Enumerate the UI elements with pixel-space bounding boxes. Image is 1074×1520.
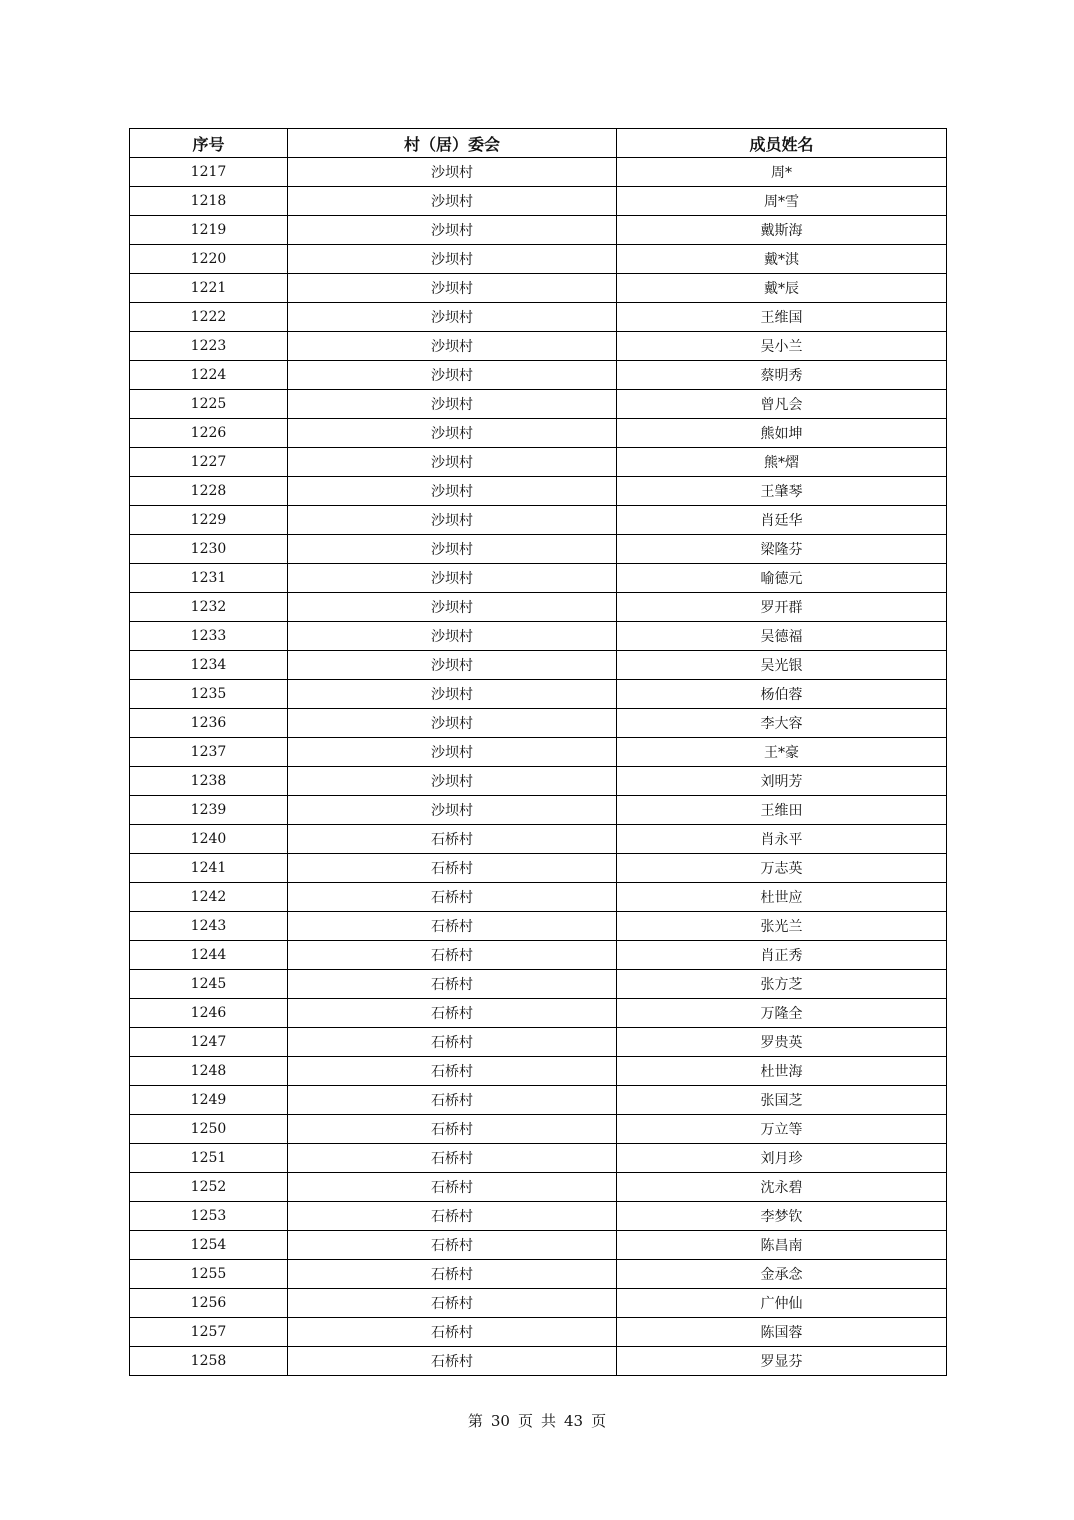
cell-village-committee: 沙坝村 <box>288 622 617 651</box>
table-row <box>130 680 947 709</box>
table-header <box>130 129 947 158</box>
table-row <box>130 912 947 941</box>
cell-village-committee: 石桥村 <box>288 999 617 1028</box>
table-row <box>130 564 947 593</box>
cell-village-committee: 沙坝村 <box>288 680 617 709</box>
cell-member-name: 张方芝 <box>617 970 947 999</box>
cell-serial-number: 1258 <box>130 1347 288 1376</box>
cell-member-name: 戴*辰 <box>617 274 947 303</box>
cell-member-name: 陈昌南 <box>617 1231 947 1260</box>
cell-member-name: 李大容 <box>617 709 947 738</box>
cell-member-name: 万志英 <box>617 854 947 883</box>
cell-member-name: 张光兰 <box>617 912 947 941</box>
table-row <box>130 535 947 564</box>
cell-member-name: 吴光银 <box>617 651 947 680</box>
table-row <box>130 1202 947 1231</box>
table-row <box>130 970 947 999</box>
table-row <box>130 767 947 796</box>
cell-village-committee: 沙坝村 <box>288 564 617 593</box>
cell-serial-number: 1234 <box>130 651 288 680</box>
table-row <box>130 390 947 419</box>
cell-serial-number: 1253 <box>130 1202 288 1231</box>
cell-serial-number: 1223 <box>130 332 288 361</box>
cell-serial-number: 1249 <box>130 1086 288 1115</box>
cell-serial-number: 1250 <box>130 1115 288 1144</box>
footer-total-word: 共 <box>541 1412 557 1430</box>
cell-village-committee: 石桥村 <box>288 1144 617 1173</box>
cell-village-committee: 沙坝村 <box>288 187 617 216</box>
table-row <box>130 1028 947 1057</box>
cell-serial-number: 1245 <box>130 970 288 999</box>
cell-member-name: 周*雪 <box>617 187 947 216</box>
cell-serial-number: 1241 <box>130 854 288 883</box>
cell-village-committee: 沙坝村 <box>288 477 617 506</box>
cell-village-committee: 石桥村 <box>288 1115 617 1144</box>
header-row <box>130 129 947 158</box>
table-row <box>130 216 947 245</box>
table-row <box>130 738 947 767</box>
cell-village-committee: 石桥村 <box>288 1231 617 1260</box>
cell-member-name: 蔡明秀 <box>617 361 947 390</box>
cell-serial-number: 1227 <box>130 448 288 477</box>
cell-member-name: 万隆全 <box>617 999 947 1028</box>
cell-member-name: 王维田 <box>617 796 947 825</box>
cell-village-committee: 石桥村 <box>288 1289 617 1318</box>
table-row <box>130 651 947 680</box>
cell-serial-number: 1235 <box>130 680 288 709</box>
cell-village-committee: 沙坝村 <box>288 593 617 622</box>
cell-serial-number: 1217 <box>130 158 288 187</box>
cell-serial-number: 1254 <box>130 1231 288 1260</box>
table-row <box>130 1115 947 1144</box>
cell-member-name: 沈永碧 <box>617 1173 947 1202</box>
cell-serial-number: 1251 <box>130 1144 288 1173</box>
cell-member-name: 吴小兰 <box>617 332 947 361</box>
cell-member-name: 王维国 <box>617 303 947 332</box>
header-village-committee: 村（居）委会 <box>288 129 617 158</box>
cell-member-name: 戴*淇 <box>617 245 947 274</box>
cell-village-committee: 沙坝村 <box>288 506 617 535</box>
footer-current-page: 30 <box>490 1412 510 1430</box>
cell-village-committee: 石桥村 <box>288 970 617 999</box>
cell-member-name: 刘明芳 <box>617 767 947 796</box>
cell-serial-number: 1252 <box>130 1173 288 1202</box>
cell-member-name: 王*豪 <box>617 738 947 767</box>
cell-serial-number: 1238 <box>130 767 288 796</box>
table-row <box>130 883 947 912</box>
cell-village-committee: 石桥村 <box>288 1202 617 1231</box>
cell-member-name: 熊*熠 <box>617 448 947 477</box>
cell-serial-number: 1232 <box>130 593 288 622</box>
table-row <box>130 796 947 825</box>
cell-village-committee: 沙坝村 <box>288 448 617 477</box>
cell-serial-number: 1233 <box>130 622 288 651</box>
cell-village-committee: 沙坝村 <box>288 361 617 390</box>
table-row <box>130 709 947 738</box>
cell-serial-number: 1228 <box>130 477 288 506</box>
table-row <box>130 1173 947 1202</box>
cell-serial-number: 1248 <box>130 1057 288 1086</box>
header-member-name: 成员姓名 <box>617 129 947 158</box>
cell-member-name: 张国芝 <box>617 1086 947 1115</box>
cell-member-name: 杨伯蓉 <box>617 680 947 709</box>
cell-serial-number: 1255 <box>130 1260 288 1289</box>
cell-member-name: 罗开群 <box>617 593 947 622</box>
cell-serial-number: 1236 <box>130 709 288 738</box>
cell-member-name: 刘月珍 <box>617 1144 947 1173</box>
table-row <box>130 158 947 187</box>
footer-prefix: 第 <box>467 1412 483 1430</box>
table-row <box>130 1231 947 1260</box>
cell-village-committee: 沙坝村 <box>288 709 617 738</box>
cell-serial-number: 1256 <box>130 1289 288 1318</box>
cell-serial-number: 1229 <box>130 506 288 535</box>
cell-serial-number: 1224 <box>130 361 288 390</box>
cell-village-committee: 石桥村 <box>288 1347 617 1376</box>
cell-village-committee: 石桥村 <box>288 1173 617 1202</box>
cell-member-name: 王肇琴 <box>617 477 947 506</box>
cell-member-name: 熊如坤 <box>617 419 947 448</box>
table-row <box>130 941 947 970</box>
cell-member-name: 曾凡会 <box>617 390 947 419</box>
cell-member-name: 罗贵英 <box>617 1028 947 1057</box>
cell-village-committee: 沙坝村 <box>288 274 617 303</box>
cell-village-committee: 石桥村 <box>288 825 617 854</box>
cell-serial-number: 1240 <box>130 825 288 854</box>
cell-village-committee: 沙坝村 <box>288 390 617 419</box>
cell-member-name: 肖永平 <box>617 825 947 854</box>
cell-serial-number: 1237 <box>130 738 288 767</box>
table-row <box>130 1144 947 1173</box>
cell-member-name: 吴德福 <box>617 622 947 651</box>
cell-member-name: 罗显芬 <box>617 1347 947 1376</box>
table-row <box>130 593 947 622</box>
table-row <box>130 303 947 332</box>
cell-serial-number: 1231 <box>130 564 288 593</box>
cell-village-committee: 石桥村 <box>288 854 617 883</box>
cell-village-committee: 石桥村 <box>288 941 617 970</box>
cell-village-committee: 石桥村 <box>288 1318 617 1347</box>
footer-suffix: 页 <box>591 1412 607 1430</box>
cell-member-name: 万立等 <box>617 1115 947 1144</box>
cell-serial-number: 1244 <box>130 941 288 970</box>
cell-serial-number: 1221 <box>130 274 288 303</box>
header-serial-number: 序号 <box>130 129 288 158</box>
table-row <box>130 1289 947 1318</box>
cell-member-name: 肖正秀 <box>617 941 947 970</box>
cell-village-committee: 沙坝村 <box>288 216 617 245</box>
cell-member-name: 金承念 <box>617 1260 947 1289</box>
cell-serial-number: 1242 <box>130 883 288 912</box>
table-row <box>130 825 947 854</box>
table-row <box>130 477 947 506</box>
cell-village-committee: 沙坝村 <box>288 303 617 332</box>
cell-serial-number: 1219 <box>130 216 288 245</box>
cell-village-committee: 沙坝村 <box>288 767 617 796</box>
cell-village-committee: 石桥村 <box>288 1086 617 1115</box>
cell-member-name: 肖廷华 <box>617 506 947 535</box>
cell-village-committee: 石桥村 <box>288 912 617 941</box>
footer-total-pages: 43 <box>564 1412 584 1430</box>
table-row <box>130 245 947 274</box>
page-footer <box>0 1410 1074 1431</box>
cell-serial-number: 1218 <box>130 187 288 216</box>
cell-member-name: 梁隆芬 <box>617 535 947 564</box>
cell-village-committee: 沙坝村 <box>288 245 617 274</box>
cell-village-committee: 沙坝村 <box>288 535 617 564</box>
cell-village-committee: 石桥村 <box>288 1028 617 1057</box>
cell-village-committee: 沙坝村 <box>288 158 617 187</box>
cell-serial-number: 1257 <box>130 1318 288 1347</box>
cell-village-committee: 石桥村 <box>288 1057 617 1086</box>
table-row <box>130 419 947 448</box>
cell-serial-number: 1226 <box>130 419 288 448</box>
table-row <box>130 274 947 303</box>
cell-serial-number: 1239 <box>130 796 288 825</box>
table-row <box>130 622 947 651</box>
table-row <box>130 1318 947 1347</box>
cell-village-committee: 沙坝村 <box>288 651 617 680</box>
table-row <box>130 448 947 477</box>
table-row <box>130 1347 947 1376</box>
cell-village-committee: 沙坝村 <box>288 738 617 767</box>
cell-member-name: 周* <box>617 158 947 187</box>
cell-serial-number: 1247 <box>130 1028 288 1057</box>
cell-member-name: 杜世应 <box>617 883 947 912</box>
cell-member-name: 李梦钦 <box>617 1202 947 1231</box>
table-row <box>130 1057 947 1086</box>
table-row <box>130 1086 947 1115</box>
member-table <box>129 128 947 1376</box>
cell-village-committee: 石桥村 <box>288 1260 617 1289</box>
table-row <box>130 332 947 361</box>
cell-serial-number: 1230 <box>130 535 288 564</box>
cell-serial-number: 1243 <box>130 912 288 941</box>
table-row <box>130 187 947 216</box>
table-row <box>130 361 947 390</box>
cell-village-committee: 石桥村 <box>288 883 617 912</box>
table-row <box>130 1260 947 1289</box>
cell-member-name: 戴斯海 <box>617 216 947 245</box>
cell-village-committee: 沙坝村 <box>288 419 617 448</box>
table-row <box>130 999 947 1028</box>
table-body <box>130 158 947 1376</box>
cell-serial-number: 1225 <box>130 390 288 419</box>
cell-member-name: 广仲仙 <box>617 1289 947 1318</box>
cell-member-name: 杜世海 <box>617 1057 947 1086</box>
cell-member-name: 喻德元 <box>617 564 947 593</box>
cell-village-committee: 沙坝村 <box>288 796 617 825</box>
cell-member-name: 陈国蓉 <box>617 1318 947 1347</box>
table-row <box>130 506 947 535</box>
table-row <box>130 854 947 883</box>
cell-serial-number: 1220 <box>130 245 288 274</box>
footer-page-word: 页 <box>517 1412 533 1430</box>
cell-village-committee: 沙坝村 <box>288 332 617 361</box>
cell-serial-number: 1246 <box>130 999 288 1028</box>
cell-serial-number: 1222 <box>130 303 288 332</box>
